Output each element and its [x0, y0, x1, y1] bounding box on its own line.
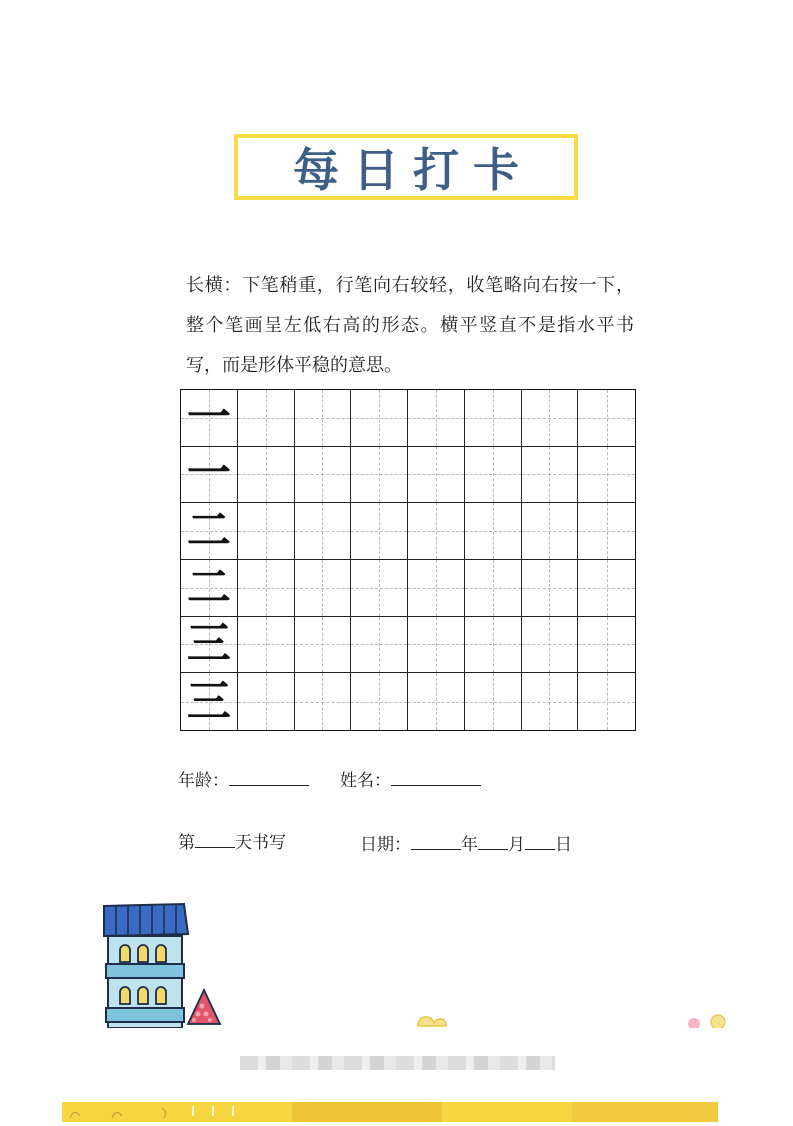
practice-cell[interactable]	[408, 447, 465, 504]
stroke-description: 长横：下笔稍重，行笔向右较轻，收笔略向右按一下，整个笔画呈左低右高的形态。横平竖直不是指水平书写，而是形体平稳的意思。	[186, 275, 634, 376]
practice-cell[interactable]	[295, 673, 352, 730]
model-character-cell	[181, 447, 238, 504]
page-title: 每日打卡	[293, 143, 533, 197]
practice-cell[interactable]	[238, 673, 295, 730]
practice-cell[interactable]	[295, 617, 352, 674]
strip-pattern-icon	[62, 1102, 718, 1122]
model-character: 二	[186, 505, 231, 557]
practice-cell[interactable]	[522, 673, 579, 730]
practice-cell[interactable]	[408, 560, 465, 617]
practice-cell[interactable]	[351, 673, 408, 730]
day-blank[interactable]	[525, 833, 555, 850]
footer-watermark	[240, 1056, 555, 1070]
practice-cell[interactable]	[238, 503, 295, 560]
model-character: 三	[186, 675, 231, 727]
model-character: 三	[186, 618, 231, 670]
model-character-cell	[181, 617, 238, 674]
practice-cell[interactable]	[295, 390, 352, 447]
flower-icon	[684, 1012, 734, 1028]
practice-cell[interactable]	[465, 617, 522, 674]
model-character-cell	[181, 560, 238, 617]
day-label: 日	[555, 835, 572, 855]
practice-cell[interactable]	[238, 617, 295, 674]
practice-cell[interactable]	[578, 447, 635, 504]
day-count-blank[interactable]	[195, 831, 235, 848]
house-icon	[98, 898, 228, 1028]
age-blank[interactable]	[229, 769, 309, 786]
practice-cell[interactable]	[408, 673, 465, 730]
practice-cell[interactable]	[408, 503, 465, 560]
practice-cell[interactable]	[295, 560, 352, 617]
model-character: 一	[186, 448, 231, 500]
practice-cell[interactable]	[408, 390, 465, 447]
year-label: 年	[461, 835, 478, 855]
practice-cell[interactable]	[351, 560, 408, 617]
title-box	[234, 134, 578, 200]
year-blank[interactable]	[411, 833, 461, 850]
practice-cell[interactable]	[522, 617, 579, 674]
practice-cell[interactable]	[351, 503, 408, 560]
date-label: 日期：	[360, 835, 411, 855]
practice-cell[interactable]	[578, 503, 635, 560]
practice-cell[interactable]	[578, 390, 635, 447]
name-blank[interactable]	[391, 769, 481, 786]
model-character-cell	[181, 503, 238, 560]
practice-cell[interactable]	[578, 673, 635, 730]
practice-cell[interactable]	[295, 447, 352, 504]
practice-cell[interactable]	[238, 560, 295, 617]
day-prefix: 第	[178, 833, 195, 853]
month-blank[interactable]	[478, 833, 508, 850]
practice-grid	[180, 389, 636, 731]
name-label: 姓名：	[340, 771, 391, 791]
practice-cell[interactable]	[295, 503, 352, 560]
age-field	[178, 766, 309, 791]
practice-cell[interactable]	[465, 390, 522, 447]
month-label: 月	[508, 835, 525, 855]
cloud-icon	[414, 1008, 454, 1028]
day-suffix: 天书写	[235, 833, 286, 853]
practice-cell[interactable]	[238, 390, 295, 447]
age-label: 年龄：	[178, 771, 229, 791]
practice-cell[interactable]	[465, 503, 522, 560]
day-count-field	[178, 828, 286, 853]
practice-cell[interactable]	[408, 617, 465, 674]
practice-cell[interactable]	[465, 673, 522, 730]
practice-cell[interactable]	[351, 617, 408, 674]
name-field	[340, 766, 481, 791]
practice-cell[interactable]	[578, 560, 635, 617]
date-field	[360, 830, 572, 855]
practice-cell[interactable]	[522, 503, 579, 560]
model-character: 二	[186, 561, 231, 613]
model-character-cell	[181, 673, 238, 730]
decorative-strip	[62, 1102, 718, 1122]
practice-cell[interactable]	[522, 447, 579, 504]
practice-cell[interactable]	[578, 617, 635, 674]
practice-cell[interactable]	[351, 390, 408, 447]
model-character-cell	[181, 390, 238, 447]
practice-cell[interactable]	[465, 560, 522, 617]
practice-cell[interactable]	[465, 447, 522, 504]
practice-cell[interactable]	[238, 447, 295, 504]
practice-cell[interactable]	[522, 560, 579, 617]
practice-cell[interactable]	[351, 447, 408, 504]
practice-cell[interactable]	[522, 390, 579, 447]
model-character: 一	[186, 391, 231, 443]
